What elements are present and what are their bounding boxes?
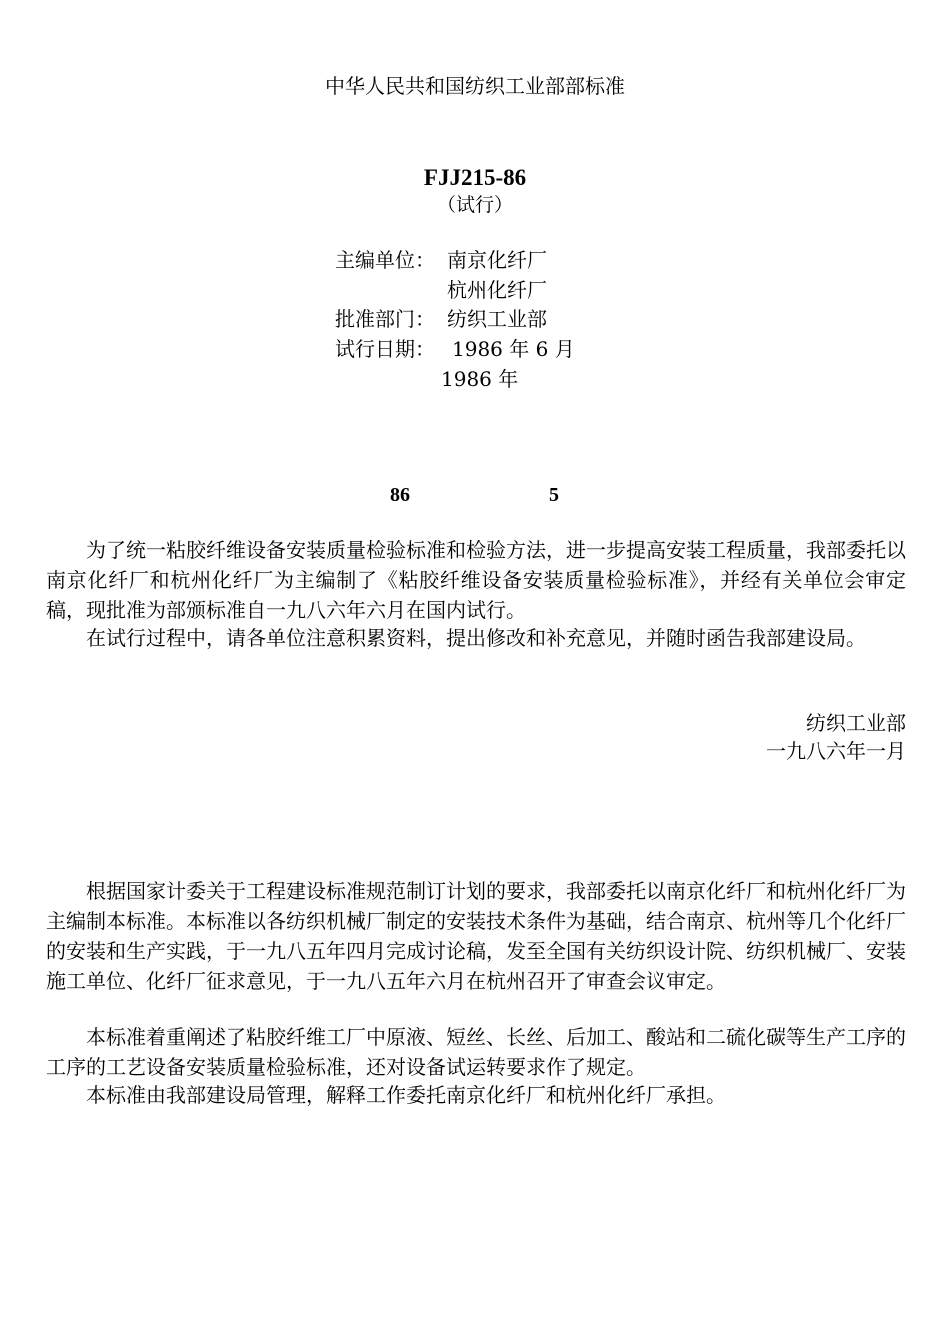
document-number-part2: 5	[549, 484, 559, 506]
notice-paragraph-2: 在试行过程中，请各单位注意积累资料，提出修改和补充意见，并随时函告我部建设局。	[86, 626, 866, 650]
preface-paragraph-2: 本标准着重阐述了粘胶纤维工厂中原液、短丝、长丝、后加工、酸站和二硫化碳等生产工序的工序的工艺设备安装质量检验标准，还对设备试运转要求作了规定。	[46, 1025, 906, 1079]
signature-date: 一九八六年一月	[766, 739, 906, 763]
notice-paragraph-1: 为了统一粘胶纤维设备安装质量检验标准和检验方法，进一步提高安装工程质量，我部委托以南京化纤厂和杭州化纤厂为主编制了《粘胶纤维设备安装质量检验标准》，并经有关单位会审定稿，现批准为部颁标准自一九八六年六月在国内试行。	[46, 538, 906, 622]
preface-paragraph-3: 本标准由我部建设局管理，解释工作委托南京化纤厂和杭州化纤厂承担。	[86, 1083, 726, 1107]
trial-date: 1986 年 6 月	[452, 337, 575, 361]
approver: 纺织工业部	[447, 307, 547, 331]
ministry-standard-title: 中华人民共和国纺织工业部部标准	[325, 74, 625, 98]
editor-label: 主编单位：	[335, 248, 435, 272]
standard-code: FJJ215-86	[423, 165, 527, 190]
document-number-part1: 86	[390, 484, 410, 506]
approver-label: 批准部门：	[335, 307, 435, 331]
editor-1: 南京化纤厂	[447, 248, 547, 272]
preface-paragraph-1: 根据国家计委关于工程建设标准规范制订计划的要求，我部委托以南京化纤厂和杭州化纤厂为主编制本标准。本标准以各纺织机械厂制定的安装技术条件为基础，结合南京、杭州等几个化纤厂的安装和生产实践，于一九八五年四月完成讨论稿，发至全国有关纺织设计院、纺织机械厂、安装施工单位、化纤厂征求意见，于一九八五年六月在杭州召开了审查会议审定。	[46, 879, 906, 993]
trial-status: （试行）	[436, 194, 513, 216]
publication-year: 1986 年	[441, 367, 519, 391]
signature-organization: 纺织工业部	[806, 711, 906, 735]
editor-2: 杭州化纤厂	[447, 278, 547, 302]
trial-date-label: 试行日期：	[335, 337, 435, 361]
